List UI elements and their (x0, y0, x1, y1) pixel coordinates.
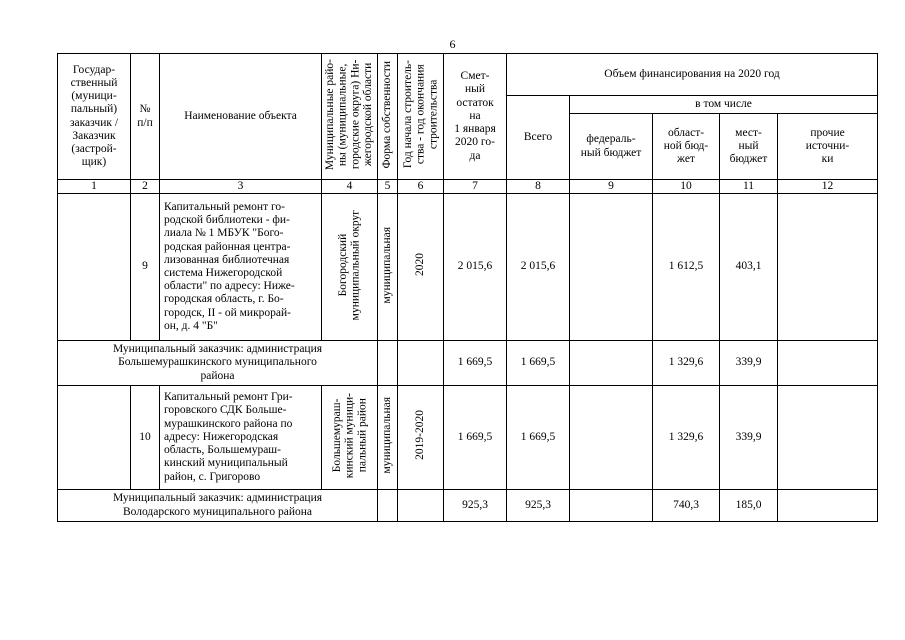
subtotal-years (398, 341, 444, 386)
subtotal-ownership (378, 341, 398, 386)
subtotal-federal (570, 490, 653, 522)
subtotal-label: Муниципальный заказчик: администрация Володарского муниципального района (58, 490, 378, 522)
header-regional: област- ной бюд- жет (653, 114, 720, 180)
header-other: прочие источни- ки (778, 114, 878, 180)
financing-table (57, 53, 878, 522)
row-district: Большемураш- кинский муници- пальный район (322, 386, 378, 490)
subtotal-years (398, 490, 444, 522)
row-object-name: Капитальный ремонт Гри- горовского СДК Больше- мурашкинского района по адресу: Нижегородская область, Большемураш- кинский муниципальный район, с. Григорово (160, 386, 322, 490)
subtotal-other (778, 490, 878, 522)
header-balance: Смет- ный остаток на 1 января 2020 го- да (444, 54, 507, 180)
page-number: 6 (449, 37, 456, 51)
subtotal-total: 1 669,5 (507, 341, 570, 386)
row-customer (58, 194, 131, 341)
table-row (58, 194, 878, 341)
row-num: 10 (131, 386, 160, 490)
subtotal-label: Муниципальный заказчик: администрация Большемурашкинского муниципального района (58, 341, 378, 386)
subtotal-local: 185,0 (720, 490, 778, 522)
column-number: 3 (160, 180, 322, 194)
row-regional: 1 329,6 (653, 386, 720, 490)
row-years: 2020 (398, 194, 444, 341)
row-num: 9 (131, 194, 160, 341)
header-districts: Муниципальные райо- ны (муниципальные, городские округа) Ни- жегородской области (322, 54, 378, 180)
column-numbers-row (58, 180, 878, 194)
column-number: 4 (322, 180, 378, 194)
row-local: 339,9 (720, 386, 778, 490)
column-number: 11 (720, 180, 778, 194)
column-number: 7 (444, 180, 507, 194)
subtotal-other (778, 341, 878, 386)
header-total: Всего (507, 96, 570, 180)
table-row (58, 386, 878, 490)
header-including: в том числе (570, 96, 878, 114)
subtotal-balance: 1 669,5 (444, 341, 507, 386)
row-federal (570, 194, 653, 341)
subtotal-row (58, 490, 878, 522)
column-number: 5 (378, 180, 398, 194)
header-local: мест- ный бюджет (720, 114, 778, 180)
row-balance: 1 669,5 (444, 386, 507, 490)
subtotal-ownership (378, 490, 398, 522)
subtotal-total: 925,3 (507, 490, 570, 522)
row-customer (58, 386, 131, 490)
row-object-name: Капитальный ремонт го- родской библиотеки - фи- лиала № 1 МБУК "Бого- родская районная центра- лизованная библиотечная система Нижегородской области" по адресу: Ниже- городская область, г. Бо- городск, II - ой микрорай- он, д. 4 "Б" (160, 194, 322, 341)
subtotal-regional: 1 329,6 (653, 341, 720, 386)
row-other (778, 386, 878, 490)
column-number: 8 (507, 180, 570, 194)
column-number: 9 (570, 180, 653, 194)
column-number: 6 (398, 180, 444, 194)
subtotal-regional: 740,3 (653, 490, 720, 522)
subtotal-local: 339,9 (720, 341, 778, 386)
row-regional: 1 612,5 (653, 194, 720, 341)
header-ownership: Форма собственности (378, 54, 398, 180)
header-years: Год начала строитель- ства - год окончания строительства (398, 54, 444, 180)
column-number: 10 (653, 180, 720, 194)
row-district: Богородский муниципальный округ (322, 194, 378, 341)
row-ownership: муниципальная (378, 386, 398, 490)
header-customer: Государ- ственный (муници- пальный) заказчик / Заказчик (застрой- щик) (58, 54, 131, 180)
row-ownership: муниципальная (378, 194, 398, 341)
subtotal-row (58, 341, 878, 386)
column-number: 1 (58, 180, 131, 194)
column-number: 2 (131, 180, 160, 194)
row-local: 403,1 (720, 194, 778, 341)
column-number: 12 (778, 180, 878, 194)
header-object-name: Наименование объекта (160, 54, 322, 180)
header-funding: Объем финансирования на 2020 год (507, 54, 878, 96)
subtotal-federal (570, 341, 653, 386)
row-other (778, 194, 878, 341)
row-total: 2 015,6 (507, 194, 570, 341)
row-total: 1 669,5 (507, 386, 570, 490)
row-balance: 2 015,6 (444, 194, 507, 341)
subtotal-balance: 925,3 (444, 490, 507, 522)
header-federal: федераль- ный бюджет (570, 114, 653, 180)
row-federal (570, 386, 653, 490)
header-num: № п/п (131, 54, 160, 180)
row-years: 2019-2020 (398, 386, 444, 490)
